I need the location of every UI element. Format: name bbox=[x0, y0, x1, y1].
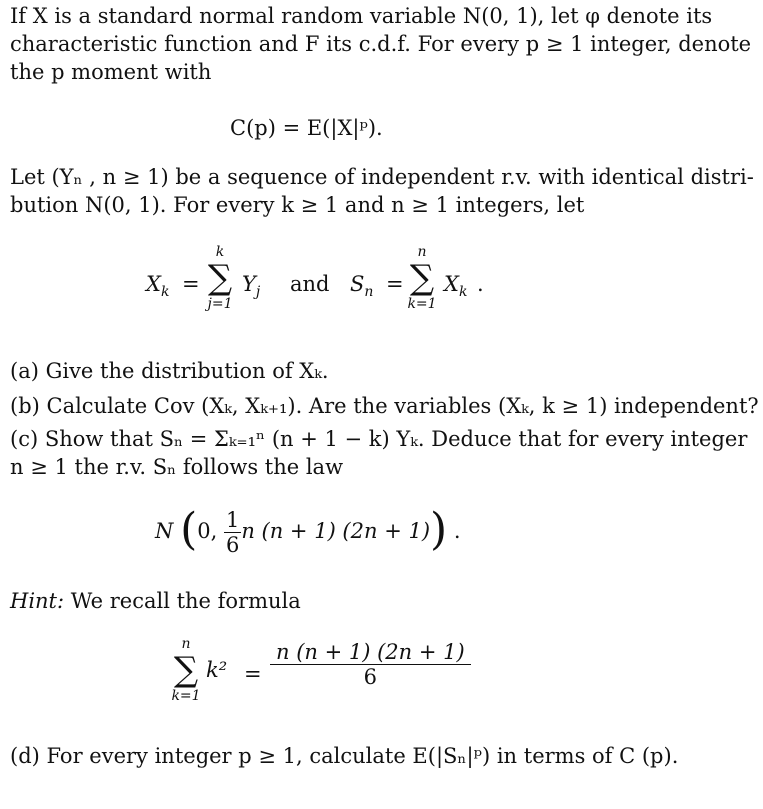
sum-over-k bbox=[404, 244, 440, 312]
question-c-line-2: n ≥ 1 the r.v. Sₙ follows the law bbox=[10, 455, 344, 479]
period: . bbox=[453, 519, 461, 543]
question-b: (b) Calculate Cov (Xₖ, Xₖ₊₁). Are the variables (Xₖ, k ≥ 1) independent? bbox=[10, 394, 759, 418]
equals-sign: = bbox=[244, 662, 262, 686]
sum-lower-limit: j=1 bbox=[207, 296, 233, 312]
sum-lower-limit: k=1 bbox=[407, 296, 437, 312]
question-d: (d) For every integer p ≥ 1, calculate E(|Sₙ|ᵖ) in terms of C (p). bbox=[10, 744, 679, 768]
sigma-symbol: ∑ bbox=[207, 258, 233, 298]
sum-formula-fraction: $\frac{n (n + 1) (2n + 1)}{6}$ bbox=[270, 640, 471, 689]
hint-line bbox=[10, 587, 301, 615]
paragraph-1-line-1: If X is a standard normal random variable N(0, 1), let φ denote its bbox=[10, 4, 713, 28]
paragraph-2-line-1: Let (Yₙ , n ≥ 1) be a sequence of independent r.v. with identical distri- bbox=[10, 165, 754, 189]
sn-symbol: $S_n$ bbox=[350, 272, 374, 300]
xk-term: $X_k$ bbox=[444, 272, 468, 300]
sum-lower-limit: k=1 bbox=[171, 688, 201, 704]
hint-text: We recall the formula bbox=[70, 589, 301, 613]
question-a: (a) Give the distribution of Xₖ. bbox=[10, 359, 329, 383]
variance-expression: n (n + 1) (2n + 1) bbox=[241, 519, 431, 543]
sum-upper-limit: n bbox=[417, 244, 427, 260]
yj-term: $Y_j$ bbox=[242, 272, 261, 300]
normal-symbol: N bbox=[155, 519, 174, 543]
equals-sign-1: = bbox=[182, 272, 200, 296]
equals-sign-2: = bbox=[386, 272, 404, 296]
period: . bbox=[477, 272, 484, 296]
paragraph-1-line-2: characteristic function and F its c.d.f. For every p ≥ 1 integer, denote bbox=[10, 32, 752, 56]
and-word: and bbox=[290, 272, 330, 296]
xk-symbol: $X_k$ bbox=[146, 272, 170, 300]
mean-zero: 0, bbox=[197, 519, 218, 543]
question-c-line-1: (c) Show that Sₙ = Σₖ₌₁ⁿ (n + 1 − k) Yₖ. Deduce that for every integer bbox=[10, 427, 748, 451]
right-paren: ) bbox=[430, 504, 448, 555]
k-squared: k² bbox=[206, 658, 228, 682]
paragraph-1-line-3: the p moment with bbox=[10, 60, 212, 84]
law-equation bbox=[155, 505, 461, 557]
one-sixth-fraction: $\frac{1}{6}$ bbox=[225, 508, 240, 557]
hint-label: Hint: bbox=[10, 589, 65, 613]
left-paren: ( bbox=[180, 504, 198, 555]
sum-upper-limit: k bbox=[215, 244, 225, 260]
sum-over-j bbox=[202, 244, 238, 312]
sigma-symbol: ∑ bbox=[409, 258, 435, 298]
paragraph-2-line-2: bution N(0, 1). For every k ≥ 1 and n ≥ 1 integers, let bbox=[10, 193, 585, 217]
sum-upper-limit: n bbox=[181, 636, 191, 652]
moment-equation: C(p) = E(|X|ᵖ). bbox=[230, 116, 383, 140]
sum-over-k-hint bbox=[168, 636, 204, 704]
sigma-symbol: ∑ bbox=[173, 650, 199, 690]
